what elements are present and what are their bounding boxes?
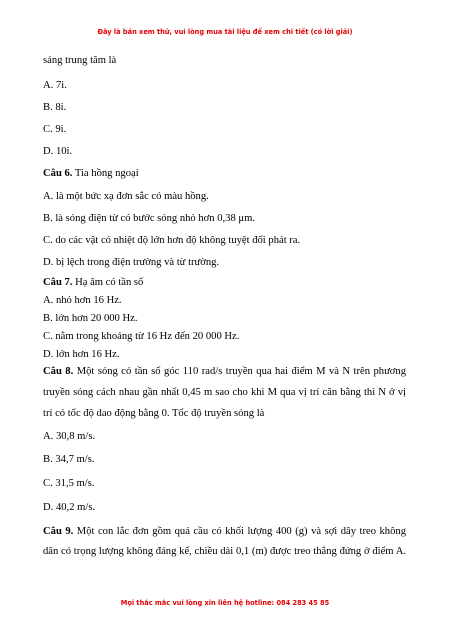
- question-6-label: Câu 6.: [43, 168, 73, 179]
- q7-option-d: D. lớn hơn 16 Hz.: [43, 349, 120, 360]
- question-8-line-2: truyền sóng cách nhau gần nhất 0,45 m sao cho khi M qua vị trí cân bằng thì N ở vị: [43, 387, 406, 398]
- q8-option-b: B. 34,7 m/s.: [43, 454, 95, 465]
- q6-option-b: B. là sóng điện từ có bước sóng nhỏ hơn 0,38 μm.: [43, 213, 255, 224]
- question-7-text: Hạ âm có tần số: [72, 277, 144, 288]
- question-9-label: Câu 9.: [43, 526, 74, 537]
- q8-option-a: A. 30,8 m/s.: [43, 431, 96, 442]
- question-6: [43, 168, 139, 179]
- question-9-text: Một con lắc đơn gồm quả cầu có khối lượng 400 (g) và sợi dây treo không: [73, 526, 406, 537]
- q8-option-c: C. 31,5 m/s.: [43, 478, 95, 489]
- question-7: [43, 277, 143, 288]
- q6-option-a: A. là một bức xạ đơn sắc có màu hồng.: [43, 191, 209, 202]
- q5-option-b: B. 8i.: [43, 102, 67, 113]
- question-6-text: Tia hồng ngoại: [72, 168, 139, 179]
- q5-option-a: A. 7i.: [43, 80, 67, 91]
- q7-option-a: A. nhỏ hơn 16 Hz.: [43, 295, 122, 306]
- question-9-line-1: [43, 526, 406, 537]
- question-8-label: Câu 8.: [43, 366, 74, 377]
- q6-option-d: D. bị lệch trong điện trường và từ trường.: [43, 257, 220, 268]
- q5-option-d: D. 10i.: [43, 146, 73, 157]
- q7-option-c: C. nằm trong khoảng từ 16 Hz đến 20 000 Hz.: [43, 331, 240, 342]
- q6-option-c: C. do các vật có nhiệt độ lớn hơn độ không tuyệt đối phát ra.: [43, 235, 301, 246]
- question-8-text: Một sóng có tần số góc 110 rad/s truyền qua hai điểm M và N trên phương: [73, 366, 407, 377]
- continuation-text: sáng trung tâm là: [43, 55, 117, 66]
- question-8-line-1: [43, 366, 406, 377]
- question-7-label: Câu 7.: [43, 277, 73, 288]
- q7-option-b: B. lớn hơn 20 000 Hz.: [43, 313, 138, 324]
- question-8-line-3: trí có tốc độ dao động bằng 0. Tốc độ truyền sóng là: [43, 408, 265, 419]
- q8-option-d: D. 40,2 m/s.: [43, 502, 96, 513]
- hotline-notice-footer: Mọi thắc mắc vui lòng xin liên hệ hotline: 084 283 45 85: [120, 599, 330, 607]
- q5-option-c: C. 9i.: [43, 124, 67, 135]
- question-9-line-2: dãn có trọng lượng không đáng kể, chiều dài 0,1 (m) được treo thẳng đứng ở điểm A.: [43, 546, 406, 557]
- preview-notice-header: Đây là bản xem thử, vui lòng mua tài liệu để xem chi tiết (có lời giải): [97, 28, 353, 36]
